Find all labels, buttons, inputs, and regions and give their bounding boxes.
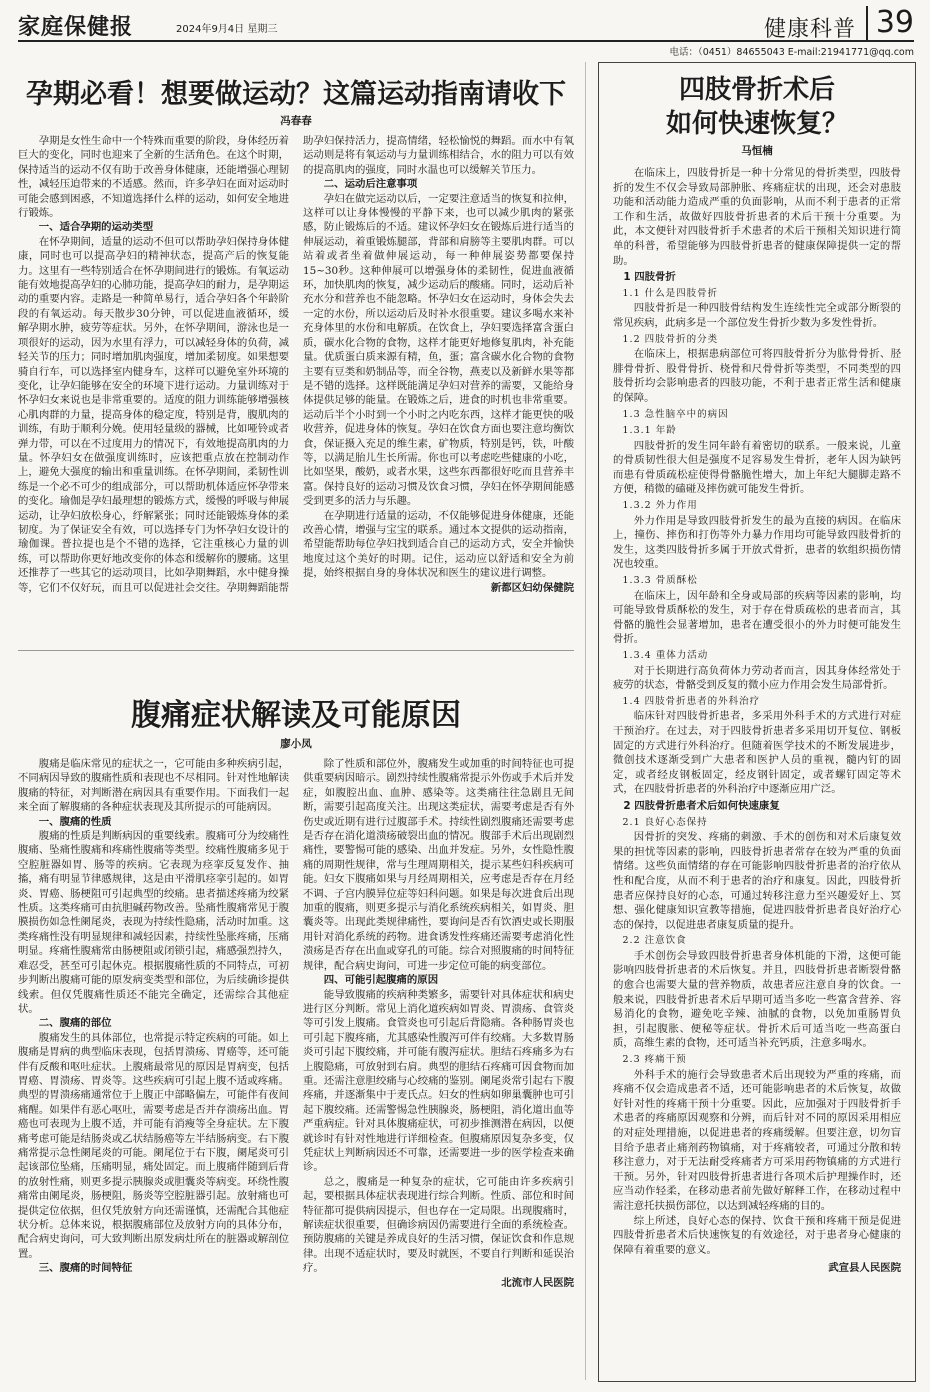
issue-date: 2024年9月4日 星期三 (176, 24, 278, 35)
section-heading: 二、运动后注意事项 (323, 178, 418, 191)
article-source: 新都区妇幼保健院 (490, 581, 574, 594)
page-number: 39 (866, 6, 914, 40)
section-heading: 2.3 疼痛干预 (622, 1054, 687, 1066)
article-title-line: 四肢骨折术后 (678, 75, 835, 105)
article-fracture-recovery (598, 62, 916, 1382)
section-heading: 1.3.1 年龄 (622, 425, 677, 437)
paragraph: 外科手术的施行会导致患者术后出现较为严重的疼痛，而疼痛不仅会造成患者不适，还可能影响患者的术后恢复，故做好针对性的疼痛干预十分重要。因此，应加强对于四肢骨折手术患者的疼痛原因观察和分辨，而后针对不同的原因采用相应的对症处理措施，以促进患者的疼痛缓解。但要注意，切勿盲目给予患者止痛剂药物镇痛，对于疼痛较者，可通过分散和转移注意力，对于无法耐受疼痛者方可采用药物镇痛的方式进行干预。另外，针对四肢骨折患者进行各项术后护理操作时，还应当动作轻柔，在移动患者前先做好解释工作，在移动过程中需注意托扶损伤部位，以达到减轻疼痛的目的。 (613, 1068, 901, 1212)
paragraph: 孕妇在做完运动以后，一定要注意适当的恢复和拉伸，这样可以让身体慢慢的平静下来，也可以减少肌肉的紧张感，防止锻炼后的不适。建议怀孕妇女在锻炼后进行适当的伸展运动，着重锻炼腿部，背部和肩膀等主要肌肉群。可以站着或者坐着做伸展运动，每一种伸展姿势都要保持15~30秒。这种伸展可以增强身体的柔韧性，促进血液循环，加快肌肉的恢复，减少运动后的酸痛。同时，运动后补充水分和营养也不能忽略。怀孕妇女在运动时，身体会失去一定的水份，所以运动后及时补水很重要。建议多喝水来补充身体里的水份和电解质。在饮食上，孕妇要选择富含蛋白质，碳水化合物的食物，这样才能更好地修复肌肉，补充能量。优质蛋白质来源有精，鱼，蛋；富含碳水化合物的食物主要有豆类和奶制品等，而全谷物，燕麦以及新鲜水果等都是不错的选择。这样既能满足孕妇对营养的需要，又能给身体提供足够的能量。在锻炼之后，进食的时机也非常重要。运动后半个小时到一个小时之内吃东西，这样才能更快的吸收营养，促进身体的恢复。孕妇在饮食方面也要注意均衡饮食，保证摄入充足的维生素，矿物质，特别是钙，铁，叶酸等，以满足胎儿生长所需。你也可以考虑吃些健康的小吃，比如坚果，酸奶，或者水果，这些东西都很好吃而且营养丰富。保持良好的运动习惯及饮食习惯，孕妇在怀孕期间能感受到更多的活力与乐趣。 (303, 192, 574, 508)
article-body (18, 757, 574, 1375)
section-heading: 2.1 良好心态保持 (622, 816, 708, 828)
paragraph: 因骨折的突发、疼痛的刺激、手术的创伤和对术后康复效果的担忧等因素的影响，四肢骨折患者常存在较为严重的负面情绪。这些负面情绪的存在可能影响四肢骨折患者的治疗依从性和配合度，从而不利于患者的治疗和康复。因此，四肢骨折患者应保持良好的心态，可通过转移注意力至兴趣爱好上、冥想、强化健康知识宣教等措施，促进四肢骨折患者良好治疗心态的保持，以促进患者康复质量的提升。 (613, 831, 901, 931)
section-heading: 一、腹痛的性质 (38, 815, 112, 828)
article-author: 廖小凤 (280, 738, 312, 750)
article-title-line: 如何快速恢复？ (665, 109, 848, 139)
section-heading: 1.3.3 骨质酥松 (622, 575, 698, 587)
article-divider (18, 650, 574, 651)
paragraph: 腹痛的性质是判断病因的重要线索。腹痛可分为绞痛性腹痛、坠痛性腹痛和疼痛性腹痛等类型。绞痛性腹痛多见于空腔脏器如胃、肠等的疾病。它表现为痉挛反复发作、抽搐，痛有明显节律感规律，这是由平滑肌痉挛引起的。如胃炎、胃癌、肠梗阻可引起典型的绞痛。患者描述疼痛为绞紧性质。这类疼痛可由抗胆碱药物改善。坠痛性腹痛常见于腹膜损伤如急性阑尾炎，表现为持续性隐痛，活动时加重。这类疼痛性没有明显规律和减轻因素，持续性坠胀疼痛，压痛明显。疼痛性腹痛常由肠梗阻或闭锁引起，痛感强烈持久，难忍受，甚至可引起休克。根据腹痛性质的不同特点，可初步判断出腹痛可能的原发病变类型和部位，为后续确诊提供线索。但仅凭腹痛性质还不能完全确定，还需综合其他症状。 (18, 830, 289, 1015)
masthead (18, 5, 914, 42)
paragraph: 综上所述，良好心态的保持、饮食干预和疼痛干预是促进四肢骨折患者术后快速恢复的有效途径，对于患者身心健康的保障有着重要的意义。 (613, 1214, 901, 1256)
paragraph: 腹痛是临床常见的症状之一，它可能由多种疾病引起，不同病因导致的腹痛性质和表现也不尽相同。针对性地解读腹痛的特征，对判断潜在病因具有重要作用。下面我们一起来全面了解腹痛的各种症状表现及其所提示的可能病因。 (18, 758, 289, 814)
article-body (18, 134, 574, 634)
section-heading: 二、腹痛的部位 (38, 1017, 112, 1030)
paragraph: 孕期是女性生命中一个特殊而重要的阶段，身体经历着巨大的变化，同时也迎来了全新的生活角色。在这个时期，保持适当的运动不仅有助于改善身体健康，还能增强心理韧性，减轻压迫带来的不适感。然而，许多孕妇在面对运动时可能会感到困惑，不知道选择什么样的运动，如何安全地进行锻炼。 (18, 135, 289, 220)
paragraph: 手术创伤会导致四肢骨折患者身体机能的下滑，这便可能影响四肢骨折患者的术后恢复。并且，四肢骨折患者断裂骨骼的愈合也需要大量的营养物质，故患者应注意自身的饮食。一般来说，四肢骨折患者术后早期可适当多吃一些富含营养、容易消化的食物，避免吃辛辣、油腻的食物，以免加重肠胃负担，引起腹胀、便秘等症状。骨折术后可适当吃一些高蛋白质，高维生素的食物，还可适当补充钙质，注意多喝水。 (613, 949, 901, 1050)
paragraph: 在临床上，根据患病部位可将四肢骨折分为肱骨骨折、胫腓骨骨折、股骨骨折、桡骨和尺骨骨折等类型，不同类型的四肢骨折均会影响患者的四肢功能，不利于患者正常生活和健康的保障。 (613, 348, 901, 404)
section-heading: 1.3.2 外力作用 (622, 500, 698, 512)
paragraph: 四肢骨折是一种四肢骨结构发生连续性完全或部分断裂的常见疾病，此病多是一个部位发生骨折少数为多发性骨折。 (613, 302, 901, 329)
section-heading: 2.2 注意饮食 (622, 935, 687, 947)
section-name: 健康科普 (763, 17, 856, 42)
section-heading: 1 四肢骨折 (623, 271, 676, 284)
paragraph: 除了性质和部位外，腹痛发生或加重的时间特征也可提供重要病因暗示。剧烈持续性腹痛常提示外伤或手术后并发症，如腹腔出血、血肿、感染等。这类痛往往急剧且无间断，需要引起高度关注。出现这类症状，需要考虑是否有外伤史或近期有进行过腹部手术。持续性剧烈腹痛还需要考虑是否存在消化道溃疡破裂出血的情况。腹部手术后出现剧烈痛性，要警惕可能的感染、出血并发症。另外，女性隐性腹痛的周期性规律，常与生理周期相关，提示某些妇科疾病可能。妇女下腹痛如果与月经周期相关，应考虑是否存在月经不调、子宫内膜异位症等妇科问题。如果是每次进食后出现加重的腹痛，则更多提示与消化系统疾病相关，如胃炎、胆囊炎等。出现此类规律痛性，要询问是否有饮酒史或长期服用针对消化系统的药物。进食诱发性疼痛还需要考虑消化性溃疡是否存在出血或穿孔的可能。综合对照腹痛的时间特征规律，配合病史询问，可进一步定位可能的病变部位。 (303, 758, 574, 972)
paragraph: 在临床上，四肢骨折是一种十分常见的骨折类型，四肢骨折的发生不仅会导致局部肿胀、疼痛症状的出现，还会对患肢功能和活动能力造成严重的负面影响，从而不利于患者的正常工作和生活，故做好四肢骨折患者的术后干预十分重要。为此，本文便针对四肢骨折手术患者的术后干预相关知识进行简单的科普，希望能够为四肢骨折患者的健康保障提供一定的帮助。 (613, 167, 901, 267)
article-title: 腹痛症状解读及可能原因 (131, 698, 461, 733)
paragraph: 在临床上，因年龄和全身或局部的疾病等因素的影响，均可能导致骨质酥松的发生，对于存在骨质疏松的患者而言，其骨骼的脆性会显著增加，患者在遭受很小的外力时便可能发生骨折。 (613, 589, 901, 646)
paragraph: 临床针对四肢骨折患者，多采用外科手术的方式进行对症干预治疗。在过去，对于四肢骨折患者多采用切开复位、钢板固定的方式进行外科治疗。但随着医学技术的不断发展进步，微创技术逐渐受到广大患者和医护人员的重视，髓内钉的固定，或者经皮钢板固定，经皮钢针固定，或者螺钉固定等术式，在四肢骨折患者的外科治疗中逐渐应用广泛。 (613, 710, 901, 796)
section-heading: 2 四肢骨折患者术后如何快速康复 (623, 799, 780, 812)
paragraph: 总之，腹痛是一种复杂的症状，它可能由许多疾病引起，要根据具体症状表现进行综合判断。性质、部位和时间特征都可提供病因提示，但也存在一定局限。出现腹痛时，解读症状很重要，但确诊病因仍需要进行全面的系统检查。预防腹痛的关键是养成良好的生活习惯，保证饮食和作息规律。出现不适症状时，要及时就医，不要自行判断和延误治疗。 (303, 1175, 574, 1275)
section-heading: 四、可能引起腹痛的原因 (323, 974, 439, 987)
paragraph: 在孕期进行适量的运动，不仅能够促进身体健康，还能改善心情，增强与宝宝的联系。通过本文提供的运动指南，希望能帮助每位孕妇找到适合自己的运动方式，安全并愉快地度过这个美好的时期。记住，运动应以舒适和安全为前提，始终根据自身的身体状况和医生的建议进行调整。 (303, 509, 574, 580)
paper-name: 家庭保健报 (18, 15, 134, 40)
article-author: 冯春春 (280, 115, 312, 127)
contact-info: 电话：（0451）84655043 E-mail:21941771@qq.com (669, 47, 914, 58)
article-source: 北流市人民医院 (501, 1276, 574, 1289)
section-heading: 三、腹痛的时间特征 (38, 1262, 133, 1275)
article-source: 武宣县人民医院 (828, 1262, 901, 1275)
section-heading: 1.4 四肢骨折患者的外科治疗 (622, 695, 761, 707)
column-rule (585, 62, 586, 1380)
section-heading: 1.1 什么是四肢骨折 (622, 287, 719, 299)
article-title: 孕期必看！想要做运动？这篇运动指南请收下 (26, 79, 566, 110)
article-pregnancy-exercise (18, 66, 574, 642)
section-heading: 1.3.4 重体力活动 (622, 650, 709, 661)
article-title (613, 73, 901, 141)
paragraph: 在怀孕期间，适量的运动不但可以帮助孕妇保持身体健康，同时也可以提高孕妇的精神状态，提高产后的恢复能力。这里有一些特别适合在怀孕期间进行的锻炼。有氧运动能有效地提高孕妇的心肺功能，提高孕妇的耐力，是孕期运动的重要内容。走路是一种简单易行，适合孕妇各个年龄阶段的有氧运动。每天散步30分钟，可以促进血液循环，缓解孕期水肿，疲劳等症状。另外，在怀孕期间，游泳也是一项很好的运动，因为水里有浮力，可以减轻身体的负荷，减轻关节的压力；同时增加肌肉强度，增加柔韧度。如果想要骑自行车，可以选择室内健身车，这样可以避免室外环境的变化，让孕妇能够在安全的环境下进行运动。力量训练对于怀孕妇女来说也是非常重要的。适度的阻力训练能够增强核心肌肉群的力量，提高身体的稳定度，特别是背，腹肌肉的训练，有助于顺利分娩。使用轻量级的器械，比如哑铃或者弹力带，可以在不过度用力的情况下，有效地提高肌肉的力量。怀孕妇女在做强度训练时，应该把重点放在控制动作上，避免大强度的输出和重量训练。在怀孕期间，柔韧性训练是一个必不可少的组成部分，可以帮助机体适应怀孕带来的变化。瑜伽是孕妇最理想的锻炼方式，缓慢的呼吸与伸展运动，让孕妇放松身心，纾解紧张；同时还能锻炼身体的柔韧度。为了保证安全有效，可以选择专门为怀孕妇女设计的瑜伽课。普拉提也是个不错的选择，它注重核心力量的训练，可以帮助你更好地改变你的体态和缓解你的腰痛。这里还推荐了一些其它的运动项目，比如孕期舞蹈，水中健身操等，它们不仅好玩，而且可以促进社会交往。孕期舞蹈能帮助孕妇保持活力，提高情绪，轻松愉悦的舞蹈。而水中有氧运动则是将有氧运动与力量训练相结合，水的阻力可以有效的提高肌肉的强度，同时水温也可以缓解关节压力。 (18, 135, 574, 594)
paragraph: 四肢骨折的发生同年龄有着密切的联系。一般来说，儿童的骨质韧性很大但是强度不足容易发生骨折，老年人因为缺钙而患有骨质疏松症使得骨骼脆性增大，加上年纪大腿脚走路不方便，稍微的磕碰及摔伤就可能发生骨折。 (613, 439, 901, 496)
article-abdominal-pain (18, 690, 574, 1380)
paragraph: 腹痛发生的具体部位，也常提示特定疾病的可能。如上腹痛是胃病的典型临床表现，包括胃溃疡、胃癌等，还可能伴有反酸和呕吐症状。上腹痛最常见的原因是胃病变，包括胃癌、胃溃疡、胃炎等。这些疾病可引起上腹不适或疼痛。典型的胃溃疡痛通常位于上腹正中部略偏左，可能伴有夜间痛醒。如果伴有恶心呕吐，需要考虑是否并存溃疡出血。胃癌也可表现为上腹不适，并可能有消瘦等全身症状。左下腹痛考虑可能是结肠炎或乙状结肠癌等左半结肠病变。右下腹痛常提示急性阑尾炎的可能。阑尾位于右下腹，阑尾炎可引起该部位坠痛，压痛明显，痛处固定。而上腹痛伴随到后背的放射性痛，则更多提示胰腺炎或胆囊炎等病变。环绕性腹痛常由阑尾炎，肠梗阻，肠炎等空腔脏器引起。放射痛也可提供定位依据，但仅凭放射方向还需谨慎，还需配合其他症状分析。总体来说，根据腹痛部位及放射方向的具体分布，配合病史询问，可大致判断出原发病灶所在的脏器或解剖位置。 (18, 1031, 289, 1260)
article-author: 马恒楠 (741, 145, 773, 157)
section-heading: 1.2 四肢骨折的分类 (622, 333, 719, 345)
article-body (613, 166, 901, 1276)
paragraph: 外力作用是导致四肢骨折发生的最为直接的病因。在临床上，撞伤、摔伤和打伤等外力暴力作用均可能导致四肢骨折的发生，这类四肢骨折多属于开放式骨折，患者的软组织损伤情况也较重。 (613, 514, 901, 571)
section-heading: 1.3 急性脑卒中的病因 (622, 408, 729, 420)
paragraph: 对于长期进行高负荷体力劳动者而言，因其身体经常处于疲劳的状态，骨骼受到反复的微小应力作用会发生局部骨折。 (613, 664, 901, 692)
paragraph: 能导致腹痛的疾病种类繁多，需要针对具体症状和病史进行区分判断。常见上消化道疾病如胃炎、胃溃疡、食管炎等可引发上腹痛。食管炎也可引起后背隐痛。各种肠胃炎也可引起下腹疼痛，尤其感染性腹泻可伴有绞痛。大多数胃肠炎可引起下腹绞痛，并可能有腹泻症状。胆结石疼痛多为右上腹隐痛，可放射到右肩。典型的胆结石疼痛可因食物而加重。还需注意胆绞痛与心绞痛的鉴别。阑尾炎常引起右下腹疼痛，并逐渐集中于麦氏点。妇女的性病如卵巢囊肿也可引起下腹绞痛。还需警惕急性胰腺炎，肠梗阻，消化道出血等严重病症。针对具体腹痛症状，可初步推测潜在病因，以便就诊时有针对性地进行详细检查。但腹痛原因复杂多变，仅凭症状上判断病因还不可靠，还需要进一步的医学检查来确诊。 (303, 988, 574, 1174)
section-heading: 一、适合孕期的运动类型 (38, 221, 154, 234)
